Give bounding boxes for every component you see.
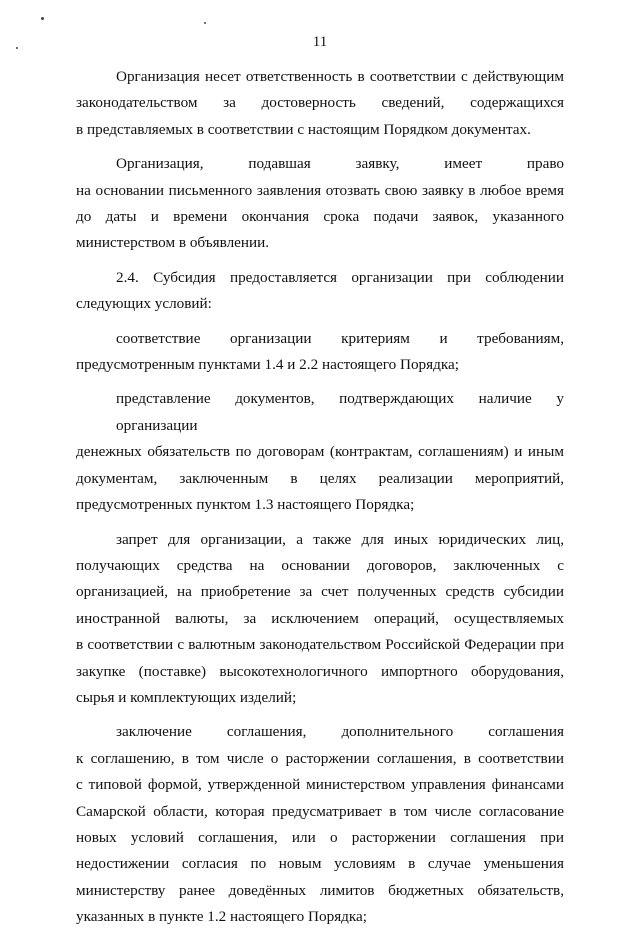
text-line: в представляемых в соответствии с настоящим Порядком документах. xyxy=(76,120,531,138)
text-line: Организация несет ответственность в соответствии с действующим xyxy=(116,68,564,85)
text-line: получающих средства на основании договоров, заключенных с xyxy=(76,556,564,574)
text-line: представление документов, подтверждающих наличие у организации xyxy=(116,390,564,434)
text-line: запрет для организации, а также для иных юридических лиц, xyxy=(116,530,564,548)
page-number: 11 xyxy=(312,34,328,50)
text-line: закупке (поставке) высокотехнологичного импортного оборудования, xyxy=(76,662,564,680)
text-line: недостижении согласия по новым условиям в случае уменьшения xyxy=(76,855,564,873)
paragraph-responsibility xyxy=(76,64,564,143)
text-line: на основании письменного заявления отозвать свою заявку в любое время xyxy=(76,181,564,199)
text-line: предусмотренным пунктами 1.4 и 2.2 настоящего Порядка; xyxy=(76,356,459,374)
scan-speck xyxy=(41,17,44,20)
text-line: новых условий соглашения, или о расторжении соглашения при xyxy=(76,828,564,846)
text-line: предусмотренных пунктом 1.3 настоящего Порядка; xyxy=(76,496,415,514)
paragraph-criteria xyxy=(76,326,564,379)
text-line: министерству ранее доведённых лимитов бюджетных обязательств, xyxy=(76,881,564,899)
text-line: соответствие организации критериям и требованиям, xyxy=(116,329,564,347)
text-line: к соглашению, в том числе о расторжении соглашения, в соответствии xyxy=(76,749,564,767)
text-line: заключение соглашения, дополнительного соглашения xyxy=(116,723,564,741)
paragraph-currency-ban xyxy=(76,527,564,712)
paragraph-documents xyxy=(76,386,564,518)
document-body xyxy=(76,64,564,939)
text-line: иностранной валюты, за исключением операций, осуществляемых xyxy=(76,609,564,627)
scan-speck xyxy=(204,22,206,24)
text-line: Организация, подавшая заявку, имеет право xyxy=(116,155,564,173)
text-line: Самарской области, которая предусматривает в том числе согласование xyxy=(76,802,564,820)
text-line: с типовой формой, утвержденной министерством управления финансами xyxy=(76,776,564,794)
paragraph-section-2-4 xyxy=(76,265,564,318)
text-line: в соответствии с валютным законодательством Российской Федерации при xyxy=(76,636,564,654)
text-line: законодательством за достоверность сведений, содержащихся xyxy=(76,94,564,112)
text-line: денежных обязательств по договорам (контрактам, соглашениям) и иным xyxy=(76,443,564,461)
paragraph-withdrawal xyxy=(76,151,564,257)
text-line: до даты и времени окончания срока подачи заявок, указанного xyxy=(76,208,564,226)
text-line: следующих условий: xyxy=(76,295,212,313)
text-line: сырья и комплектующих изделий; xyxy=(76,688,297,706)
text-line: указанных в пункте 1.2 настоящего Порядка; xyxy=(76,908,368,926)
text-line: 2.4. Субсидия предоставляется организации при соблюдении xyxy=(116,268,564,286)
paragraph-agreement xyxy=(76,719,564,930)
text-line: организацией, на приобретение за счет полученных средств субсидии xyxy=(76,583,564,601)
text-line: документам, заключенным в целях реализации мероприятий, xyxy=(76,469,564,487)
text-line: министерством в объявлении. xyxy=(76,234,270,252)
